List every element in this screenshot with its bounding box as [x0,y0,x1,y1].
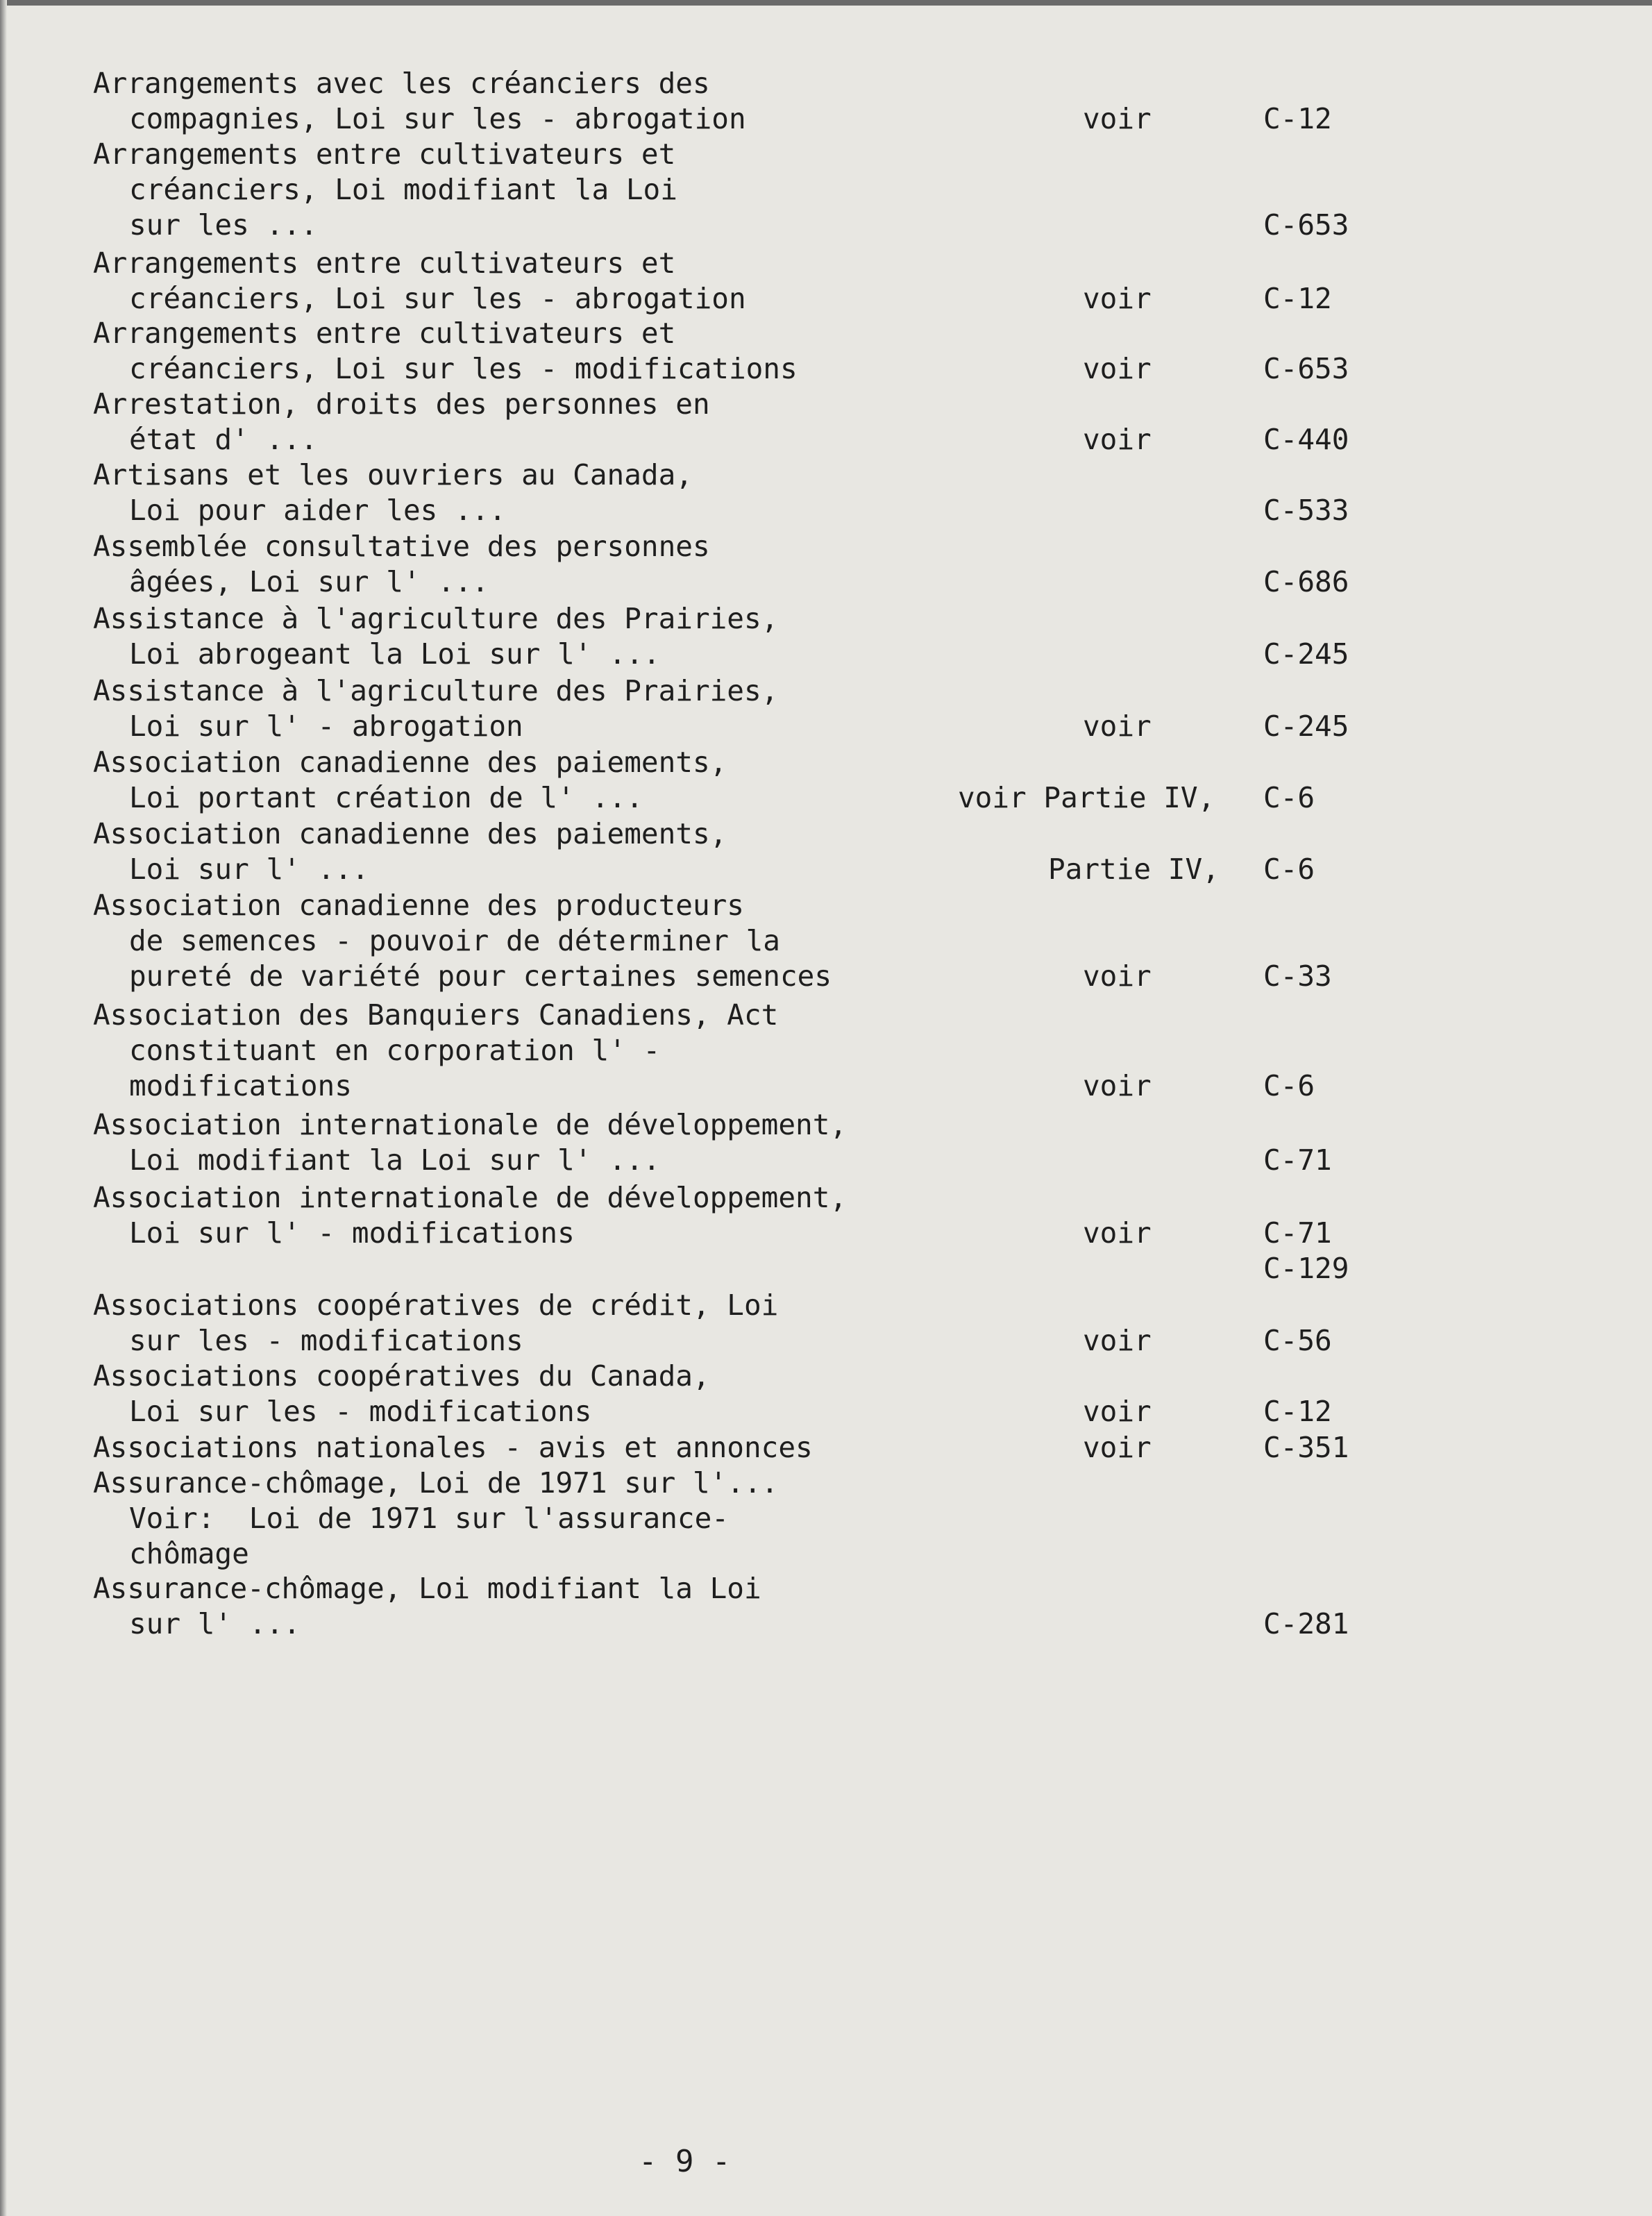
entry-term-line: Assurance-chômage, Loi modifiant la Loi [93,1572,761,1605]
entry-term-line: Loi sur l' - abrogation [129,710,523,743]
entry-term-line: Arrangements entre cultivateurs et [93,317,676,350]
bill-number: C-71 [1263,1216,1332,1250]
see-reference: voir [1083,959,1152,993]
entry-term-line: Loi sur l' ... [129,853,369,886]
bill-number: C-6 [1263,781,1315,814]
bill-number: C-12 [1263,1395,1332,1428]
entry-term-line: chômage [129,1537,249,1570]
bill-number: C-281 [1263,1607,1349,1640]
see-reference: voir [1083,1069,1152,1102]
entry-term-line: Association des Banquiers Canadiens, Act [93,998,779,1032]
entry-term-line: Assurance-chômage, Loi de 1971 sur l'... [93,1466,779,1500]
entry-term-line: Artisans et les ouvriers au Canada, [93,458,693,492]
entry-term-line: créanciers, Loi modifiant la Loi [129,173,677,206]
entry-term-line: Arrangements entre cultivateurs et [93,137,676,171]
see-reference: voir [1083,1431,1152,1464]
entry-term-line: modifications [129,1069,352,1102]
bill-number: C-245 [1263,710,1349,743]
bill-number: C-686 [1263,565,1349,598]
entry-term-line: sur les ... [129,208,318,242]
entry-term-line: Voir: Loi de 1971 sur l'assurance- [129,1502,729,1535]
entry-term-line: sur les - modifications [129,1324,523,1357]
scan-left-edge [0,0,7,2216]
entry-term-line: Associations coopératives du Canada, [93,1359,710,1393]
see-reference: voir [1083,1216,1152,1250]
entry-term-line: Loi modifiant la Loi sur l' ... [129,1143,661,1177]
entry-term-line: Association canadienne des paiements, [93,746,727,779]
bill-number: C-129 [1263,1252,1349,1285]
bill-number: C-56 [1263,1324,1332,1357]
entry-term-line: de semences - pouvoir de déterminer la [129,924,780,957]
see-reference: Partie IV, [1048,853,1220,886]
entry-term-line: Assemblée consultative des personnes [93,530,710,563]
entry-term-line: Loi pour aider les ... [129,494,507,527]
bill-number: C-533 [1263,494,1349,527]
see-reference: voir [1083,282,1152,315]
bill-number: C-12 [1263,102,1332,135]
see-reference: voir [1083,423,1152,456]
entry-term-line: Association canadienne des producteurs [93,889,744,922]
entry-term-line: Loi abrogeant la Loi sur l' ... [129,637,661,671]
entry-term-line: constituant en corporation l' - [129,1034,661,1067]
entry-term-line: état d' ... [129,423,318,456]
see-reference: voir Partie IV, [958,781,1215,814]
page-number: - 9 - [639,2144,731,2179]
entry-term-line: Associations nationales - avis et annonces [93,1431,813,1464]
entry-term-line: Loi portant création de l' ... [129,781,643,814]
bill-number: C-33 [1263,959,1332,993]
show-through-ghost-text [819,49,1513,1784]
bill-number: C-71 [1263,1143,1332,1177]
bill-number: C-351 [1263,1431,1349,1464]
entry-term-line: Arrestation, droits des personnes en [93,387,710,421]
entry-term-line: sur l' ... [129,1607,301,1640]
entry-term-line: Association internationale de développement, [93,1181,848,1214]
see-reference: voir [1083,102,1152,135]
entry-term-line: Association internationale de développement, [93,1108,848,1141]
entry-term-line: Loi sur l' - modifications [129,1216,575,1250]
bill-number: C-12 [1263,282,1332,315]
entry-term-line: Association canadienne des paiements, [93,817,727,850]
entry-term-line: créanciers, Loi sur les - abrogation [129,282,746,315]
see-reference: voir [1083,1395,1152,1428]
bill-number: C-653 [1263,352,1349,385]
see-reference: voir [1083,352,1152,385]
see-reference: voir [1083,1324,1152,1357]
entry-term-line: compagnies, Loi sur les - abrogation [129,102,746,135]
entry-term-line: Arrangements entre cultivateurs et [93,246,676,280]
entry-term-line: âgées, Loi sur l' ... [129,565,489,598]
see-reference: voir [1083,710,1152,743]
bill-number: C-6 [1263,1069,1315,1102]
entry-term-line: Assistance à l'agriculture des Prairies, [93,602,779,635]
bill-number: C-6 [1263,853,1315,886]
scan-top-edge [0,0,1652,6]
entry-term-line: Arrangements avec les créanciers des [93,67,710,100]
entry-term-line: créanciers, Loi sur les - modifications [129,352,798,385]
entry-term-line: Loi sur les - modifications [129,1395,592,1428]
entry-term-line: Assistance à l'agriculture des Prairies, [93,674,779,707]
entry-term-line: Associations coopératives de crédit, Loi [93,1289,779,1322]
bill-number: C-245 [1263,637,1349,671]
bill-number: C-440 [1263,423,1349,456]
entry-term-line: pureté de variété pour certaines semences [129,959,832,993]
bill-number: C-653 [1263,208,1349,242]
